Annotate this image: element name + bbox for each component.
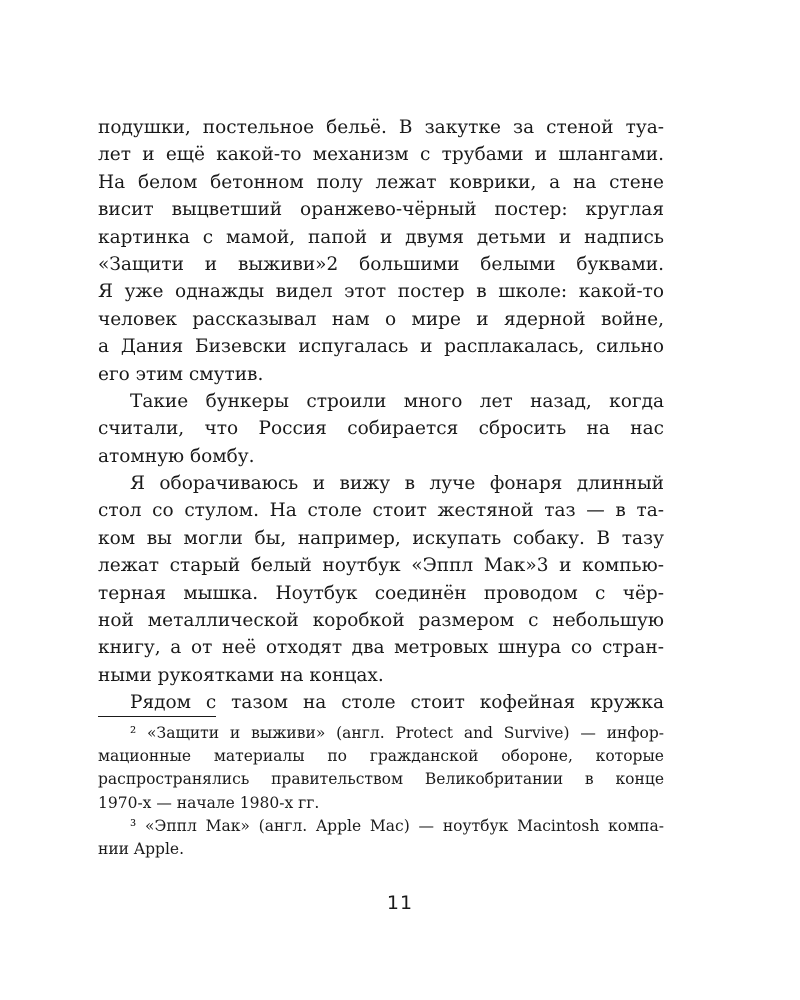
page-number: 11 xyxy=(386,892,414,914)
text-line: его этим смутив. xyxy=(98,363,264,385)
main-text xyxy=(98,114,664,717)
text-line: Я уже однажды видел этот постер в школе: какой-то xyxy=(98,281,664,303)
text-line: лежат старый белый ноутбук «Эппл Мак»3 и компью- xyxy=(98,555,664,577)
footnote-line: мационные материалы по гражданской обороне, которые xyxy=(98,747,664,766)
footnote-separator xyxy=(98,716,216,717)
text-line: считали, что Россия собирается сбросить на нас xyxy=(98,418,664,440)
text-line: терная мышка. Ноутбук соединён проводом с чёр- xyxy=(98,582,664,604)
paragraph-first-line: Я оборачиваюсь и вижу в луче фонаря длинный xyxy=(130,473,664,495)
text-line: картинка с мамой, папой и двумя детьми и надпись xyxy=(98,226,664,248)
text-line: подушки, постельное бельё. В закутке за стеной туа- xyxy=(98,117,664,138)
text-line: книгу, а от неё отходят два метровых шнура со стран- xyxy=(98,637,664,659)
footnote-3: ³ «Эппл Мак» (англ. Apple Mac) — ноутбук Macintosh компа- xyxy=(130,816,664,835)
text-line: ной металлической коробкой размером с небольшую xyxy=(98,610,664,632)
text-line: На белом бетонном полу лежат коврики, а на стене xyxy=(98,171,664,193)
text-line: а Дания Бизевски испугалась и расплакалась, сильно xyxy=(98,336,664,358)
footnote-line: распространялись правительством Великобритании в конце xyxy=(98,770,664,789)
footnote-line: нии Apple. xyxy=(98,839,185,858)
text-line: висит выцветший оранжево-чёрный постер: круглая xyxy=(98,199,664,221)
paragraph-first-line: Рядом с тазом на столе стоит кофейная кружка xyxy=(130,692,664,714)
text-line: «Защити и выживи»2 большими белыми буквами. xyxy=(98,253,664,275)
footnote-line: 1970-х — начале 1980-х гг. xyxy=(98,793,320,812)
text-line: ными рукоятками на концах. xyxy=(98,664,384,686)
text-line: лет и ещё какой-то механизм с трубами и шлангами. xyxy=(98,144,664,166)
text-line: ком вы могли бы, например, искупать собаку. В тазу xyxy=(98,527,664,549)
footnotes xyxy=(98,722,664,861)
text-line: стол со стулом. На столе стоит жестяной таз — в та- xyxy=(98,500,664,522)
paragraph-first-line: Такие бункеры строили много лет назад, когда xyxy=(130,390,664,412)
text-line: атомную бомбу. xyxy=(98,445,255,467)
text-line: человек рассказывал нам о мире и ядерной войне, xyxy=(98,308,664,330)
footnote-2: ² «Защити и выживи» (англ. Protect and Survive) — инфор- xyxy=(130,724,664,742)
